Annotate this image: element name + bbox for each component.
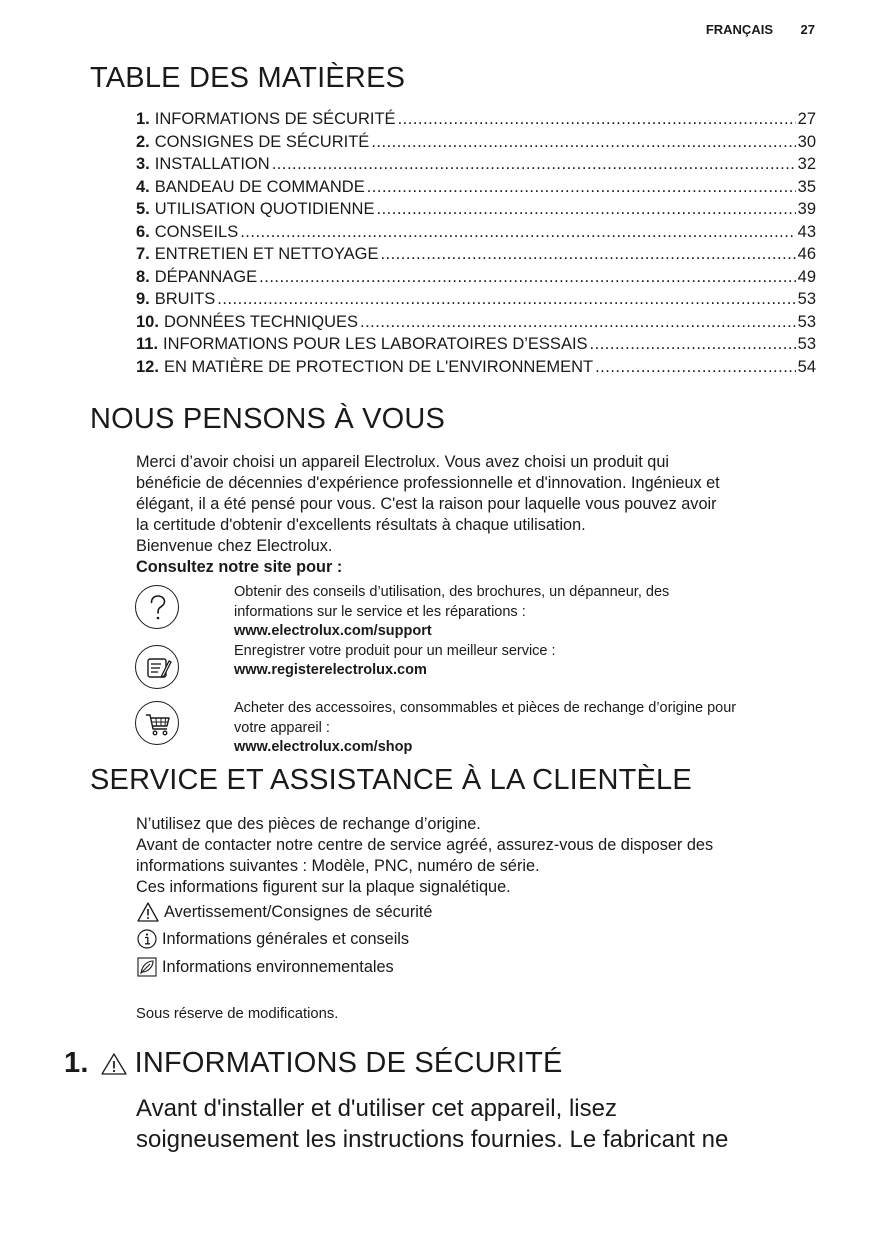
service-title: SERVICE ET ASSISTANCE À LA CLIENTÈLE [90,764,692,796]
toc-item-number: 6. [136,222,150,241]
toc-item-label: ENTRETIEN ET NETTOYAGE [154,245,379,263]
toc-item[interactable] [136,313,816,336]
shop-text-line: Acheter des accessoires, consommables et pièces de rechange d’origine pour [234,700,737,716]
toc-item[interactable] [136,290,816,313]
safety-section-number: 1. [64,1047,89,1079]
toc-item-page: 49 [797,267,816,286]
toc-item-number: 3. [136,155,150,173]
toc-item-number: 1. [136,110,150,128]
toc-leader [376,200,795,219]
question-icon [135,585,179,629]
toc-item-page: 53 [797,290,816,308]
toc-title: TABLE DES MATIÈRES [90,62,406,94]
toc-item-label: BANDEAU DE COMMANDE [154,177,365,196]
intro-line: bénéficie de décennies d'expérience professionnelle et d'innovation. Ingénieux et [136,474,720,492]
welcome-text: Bienvenue chez Electrolux. [136,537,333,555]
toc-item-label: UTILISATION QUOTIDIENNE [154,200,375,218]
safety-intro-line: Avant d'installer et d'utiliser cet appareil, lisez [136,1095,617,1122]
toc-item-label: DÉPANNAGE [154,267,258,286]
safety-intro-line: soigneusement les instructions fournies. Le fabricant ne [136,1126,729,1153]
header-language: FRANÇAIS [705,22,773,37]
service-paragraph [136,814,821,898]
toc-item-page: 39 [797,200,816,218]
support-block [234,583,819,681]
toc-leader [217,290,795,309]
toc-item-number: 4. [136,177,150,196]
toc-leader [380,245,795,264]
toc-item-number: 11. [136,335,159,353]
toc-leader [398,110,796,129]
intro-line: Merci d’avoir choisi un appareil Electrolux. Vous avez choisi un produit qui [136,453,670,471]
toc-item[interactable] [136,110,816,133]
intro-paragraph [136,452,821,578]
toc-item[interactable] [136,335,816,358]
toc-item-number: 9. [136,290,150,308]
toc-item[interactable] [136,200,816,223]
toc-leader [595,358,796,377]
toc-item-page: 46 [797,245,816,263]
toc-item-label: INFORMATIONS POUR LES LABORATOIRES D’ESSAIS [163,335,588,353]
toc-item-label: INSTALLATION [154,155,270,173]
intro-line: élégant, il a été pensé pour vous. C'est la raison pour laquelle vous pouvez avoir [136,495,717,513]
warning-icon [136,901,160,923]
toc-item-page: 27 [797,110,816,128]
warning-icon [99,1051,129,1077]
toc-item-number: 7. [136,245,150,263]
toc-item[interactable] [136,155,816,178]
register-icon [135,645,179,689]
toc-leader [259,268,795,287]
safety-title-row [64,1047,563,1080]
visit-label: Consultez notre site pour : [136,558,343,576]
info-icon [136,928,158,950]
toc-item-label: CONSEILS [154,222,239,241]
toc-item[interactable] [136,245,816,268]
legend-warning [136,901,432,923]
toc-item-page: 53 [797,335,816,353]
toc-leader [371,133,795,152]
toc-item-number: 10. [136,312,159,331]
legend-environment-text: Informations environnementales [162,958,394,976]
intro-line: la certitude d'obtenir d'excellents résultats à chaque utilisation. [136,516,586,534]
legend-info-text: Informations générales et conseils [162,930,410,948]
toc-item-page: 53 [797,312,816,331]
service-line: Avant de contacter notre centre de service agréé, assurez-vous de disposer des [136,836,714,854]
page-number: 27 [800,22,815,37]
toc-item[interactable] [136,358,816,381]
toc-item-label: CONSIGNES DE SÉCURITÉ [154,132,370,151]
toc-item-number: 2. [136,132,150,151]
support-text-line: Obtenir des conseils d’utilisation, des brochures, un dépanneur, des [234,584,670,600]
toc-item-label: EN MATIÈRE DE PROTECTION DE L'ENVIRONNEMENT [163,357,594,376]
legend-warning-text: Avertissement/Consignes de sécurité [164,903,433,921]
toc-item-label: INFORMATIONS DE SÉCURITÉ [154,110,396,128]
toc-item-label: DONNÉES TECHNIQUES [163,312,358,331]
service-line: Ces informations figurent sur la plaque signalétique. [136,878,511,896]
toc-item[interactable] [136,178,816,201]
toc-item-number: 12. [136,357,159,376]
toc-item-number: 5. [136,200,150,218]
toc-item[interactable] [136,268,816,291]
toc-item[interactable] [136,223,816,246]
toc-item-page: 35 [797,177,816,196]
shop-text-line: votre appareil : [234,719,330,736]
toc-leader [272,155,796,174]
leaf-icon [136,956,158,978]
toc-item-label: BRUITS [154,290,216,308]
toc-item-page: 54 [797,357,816,376]
legend-environment [136,956,394,978]
service-line: N’utilisez que des pièces de rechange d’origine. [136,815,481,833]
support-link[interactable]: www.electrolux.com/support [234,623,432,639]
legend-info [136,928,409,950]
cart-icon [135,701,179,745]
toc-item-page: 30 [797,132,816,151]
register-text: Enregistrer votre produit pour un meilleur service : [234,642,556,659]
table-of-contents [136,110,816,380]
safety-title: INFORMATIONS DE SÉCURITÉ [134,1047,563,1079]
service-line: informations suivantes : Modèle, PNC, numéro de série. [136,857,540,875]
toc-leader [360,313,796,332]
toc-item[interactable] [136,133,816,156]
safety-intro [136,1093,836,1155]
toc-leader [240,223,795,242]
modification-notice: Sous réserve de modifications. [136,1006,339,1022]
support-text-line: informations sur le service et les réparations : [234,603,526,620]
register-link[interactable]: www.registerelectrolux.com [234,662,427,678]
shop-link[interactable]: www.electrolux.com/shop [234,739,413,755]
toc-item-number: 8. [136,267,150,286]
thinking-title: NOUS PENSONS À VOUS [90,403,446,435]
toc-leader [590,335,796,354]
shop-block [234,699,819,758]
toc-item-page: 32 [797,155,816,173]
toc-leader [367,178,796,197]
toc-item-page: 43 [797,222,816,241]
